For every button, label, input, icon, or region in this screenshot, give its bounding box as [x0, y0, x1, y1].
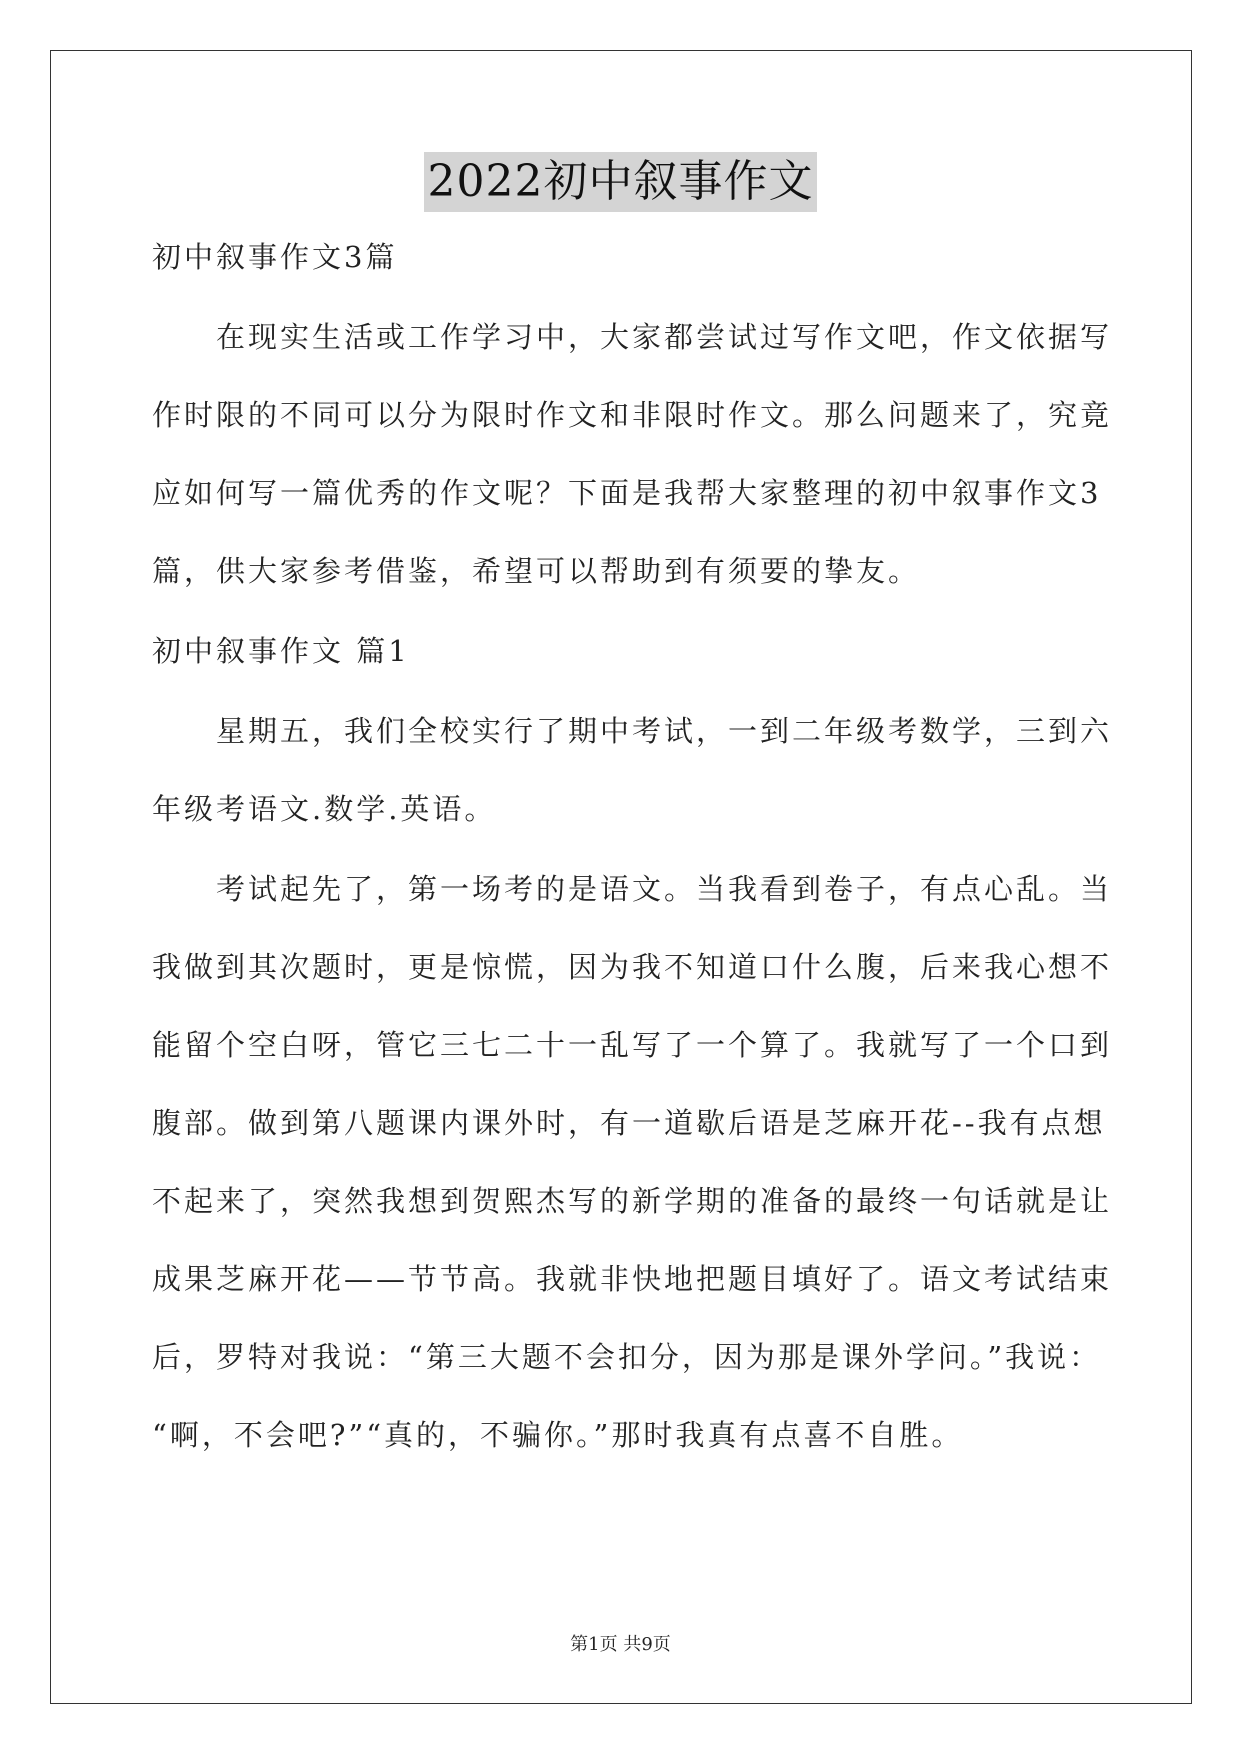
document-body	[152, 238, 1113, 1496]
paragraph-line: “啊，不会吧?”“真的，不骗你。”那时我真有点喜不自胜。	[152, 1418, 964, 1452]
title-container	[0, 152, 1241, 212]
intro-paragraph	[152, 318, 1113, 590]
document-title: 2022初中叙事作文	[424, 152, 818, 212]
page-footer: 第1页 共9页	[570, 1634, 671, 1655]
document-subtitle: 初中叙事作文3篇	[152, 240, 398, 274]
section-heading: 初中叙事作文 篇1	[152, 634, 410, 668]
paragraph-one	[152, 712, 1113, 828]
paragraph-line: 在现实生活或工作学习中，大家都尝试过写作文吧，作文依据写	[216, 320, 1113, 354]
paragraph-line: 腹部。做到第八题课内课外时，有一道歇后语是芝麻开花--我有点想	[152, 1106, 1106, 1140]
paragraph-line: 不起来了，突然我想到贺熙杰写的新学期的准备的最终一句话就是让	[152, 1184, 1113, 1218]
paragraph-line: 星期五，我们全校实行了期中考试，一到二年级考数学，三到六	[216, 714, 1113, 748]
paragraph-line: 成果芝麻开花——节节高。我就非快地把题目填好了。语文考试结束	[152, 1262, 1113, 1296]
paragraph-line: 考试起先了，第一场考的是语文。当我看到卷子，有点心乱。当	[216, 872, 1113, 906]
paragraph-line: 能留个空白呀，管它三七二十一乱写了一个算了。我就写了一个口到	[152, 1028, 1113, 1062]
paragraph-line: 年级考语文.数学.英语。	[152, 792, 497, 826]
paragraph-two	[152, 870, 1113, 1454]
paragraph-line: 应如何写一篇优秀的作文呢？下面是我帮大家整理的初中叙事作文3	[152, 476, 1102, 510]
paragraph-line: 后，罗特对我说：“第三大题不会扣分，因为那是课外学问。”我说：	[152, 1340, 1102, 1374]
paragraph-line: 作时限的不同可以分为限时作文和非限时作文。那么问题来了，究竟	[152, 398, 1113, 432]
paragraph-line: 我做到其次题时，更是惊慌，因为我不知道口什么腹，后来我心想不	[152, 950, 1113, 984]
paragraph-line: 篇，供大家参考借鉴，希望可以帮助到有须要的挚友。	[152, 554, 921, 588]
